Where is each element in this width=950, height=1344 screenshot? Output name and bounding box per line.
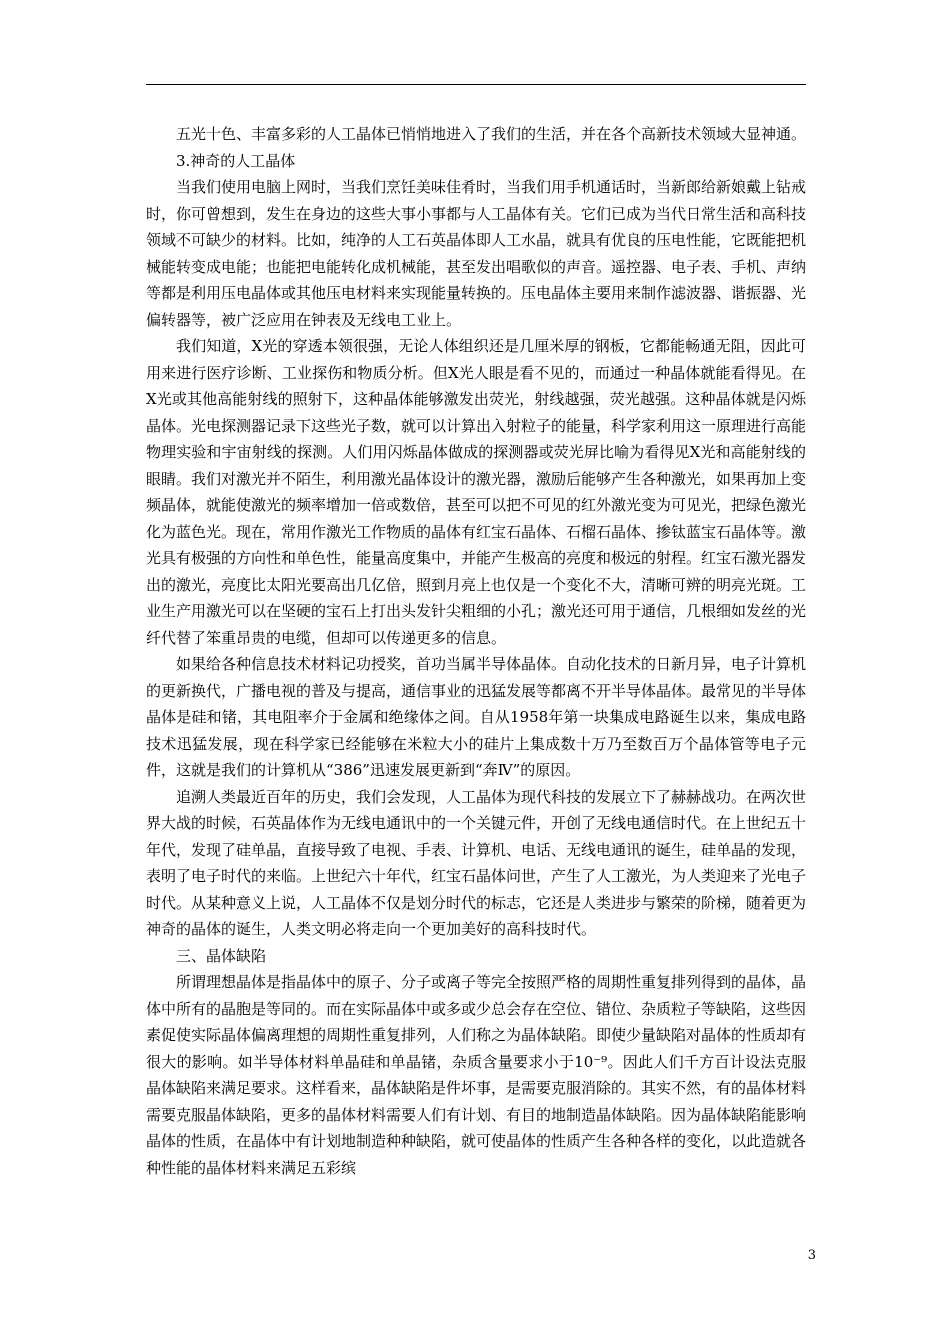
header-rule — [146, 84, 806, 85]
section-heading-artificial-crystals: 3.神奇的人工晶体 — [176, 151, 296, 170]
page-number: 3 — [807, 1248, 816, 1263]
paragraph-piezoelectric: 当我们使用电脑上网时，当我们烹饪美味佳肴时，当我们用手机通话时，当新郎给新娘戴上钻戒时，你可曾想到，发生在身边的这些大事小事都与人工晶体有关。它们已成为当代日常生活和高科技领域不可缺少的材料。比如，纯净的人工石英晶体即人工水晶，就具有优良的压电性能，它既能把机械能转变成电能；也能把电能转化成机械能，甚至发出唱歌似的声音。遥控器、电子表、手机、声纳等都是利用压电晶体或其他压电材料来实现能量转换的。压电晶体主要用来制作滤波器、谐振器、光偏转器等，被广泛应用在钟表及无线电工业上。 — [146, 178, 807, 329]
document-body — [146, 121, 806, 1181]
paragraph-crystal-defects: 所谓理想晶体是指晶体中的原子、分子或离子等完全按照严格的周期性重复排列得到的晶体，晶体中所有的晶胞是等同的。而在实际晶体中或多或少总会存在空位、错位、杂质粒子等缺陷，这些因素促使实际晶体偏离理想的周期性重复排列，人们称之为晶体缺陷。即使少量缺陷对晶体的性质却有很大的影响。如半导体材料单晶硅和单晶锗，杂质含量要求小于10⁻⁹。因此人们千方百计设法克服晶体缺陷来满足要求。这样看来，晶体缺陷是件坏事，是需要克服消除的。其实不然，有的晶体材料需要克服晶体缺陷，更多的晶体材料需要人们有计划、有目的地制造晶体缺陷。因为晶体缺陷能影响晶体的性质，在晶体中有计划地制造种种缺陷，就可使晶体的性质产生各种各样的变化，以此造就各种性能的晶体材料来满足五彩缤 — [146, 973, 807, 1177]
paragraph-semiconductor: 如果给各种信息技术材料记功授奖，首功当属半导体晶体。自动化技术的日新月异，电子计算机的更新换代，广播电视的普及与提高，通信事业的迅猛发展等都离不开半导体晶体。最常见的半导体晶体是硅和锗，其电阻率介于金属和绝缘体之间。自从1958年第一块集成电路诞生以来，集成电路技术迅猛发展，现在科学家已经能够在米粒大小的硅片上集成数十万乃至数百万个晶体管等电子元件，这就是我们的计算机从“386”迅速发展更新到“奔Ⅳ”的原因。 — [146, 655, 807, 779]
paragraph-intro: 五光十色、丰富多彩的人工晶体已悄悄地进入了我们的生活，并在各个高新技术领域大显神通。 — [176, 125, 807, 143]
paragraph-history: 追溯人类最近百年的历史，我们会发现，人工晶体为现代科技的发展立下了赫赫战功。在两次世界大战的时候，石英晶体作为无线电通讯中的一个关键元件，开创了无线电通信时代。在上世纪五十年代，发现了硅单晶，直接导致了电视、手表、计算机、电话、无线电通讯的诞生，硅单晶的发现，表明了电子时代的来临。上世纪六十年代，红宝石晶体问世，产生了人工激光，为人类迎来了光电子时代。从某种意义上说，人工晶体不仅是划分时代的标志，它还是人类进步与繁荣的阶梯，随着更为神奇的晶体的诞生，人类文明必将走向一个更加美好的高科技时代。 — [146, 787, 807, 938]
paragraph-scintillation-laser: 我们知道，X光的穿透本领很强，无论人体组织还是几厘米厚的钢板，它都能畅通无阻，因此可用来进行医疗诊断、工业探伤和物质分析。但X光人眼是看不见的，而通过一种晶体就能看得见。在X光或其他高能射线的照射下，这种晶体能够激发出荧光，射线越强，荧光越强。这种晶体就是闪烁晶体。光电探测器记录下这些光子数，就可以计算出入射粒子的能量，科学家利用这一原理进行高能物理实验和宇宙射线的探测。人们用闪烁晶体做成的探测器或荧光屏比喻为看得见X光和高能射线的眼睛。我们对激光并不陌生，利用激光晶体设计的激光器，激励后能够产生各种激光，如果再加上变频晶体，就能使激光的频率增加一倍或数倍，甚至可以把不可见的红外激光变为可见光，把绿色激光化为蓝色光。现在，常用作激光工作物质的晶体有红宝石晶体、石榴石晶体、掺钛蓝宝石晶体等。激光具有极强的方向性和单色性，能量高度集中，并能产生极高的亮度和极远的射程。红宝石激光器发出的激光，亮度比太阳光要高出几亿倍，照到月亮上也仅是一个变化不大，清晰可辨的明亮光斑。工业生产用激光可以在坚硬的宝石上打出头发针尖粗细的小孔；激光还可用于通信，几根细如发丝的光纤代替了笨重昂贵的电缆，但却可以传递更多的信息。 — [146, 337, 807, 647]
section-heading-crystal-defects: 三、晶体缺陷 — [176, 946, 267, 965]
